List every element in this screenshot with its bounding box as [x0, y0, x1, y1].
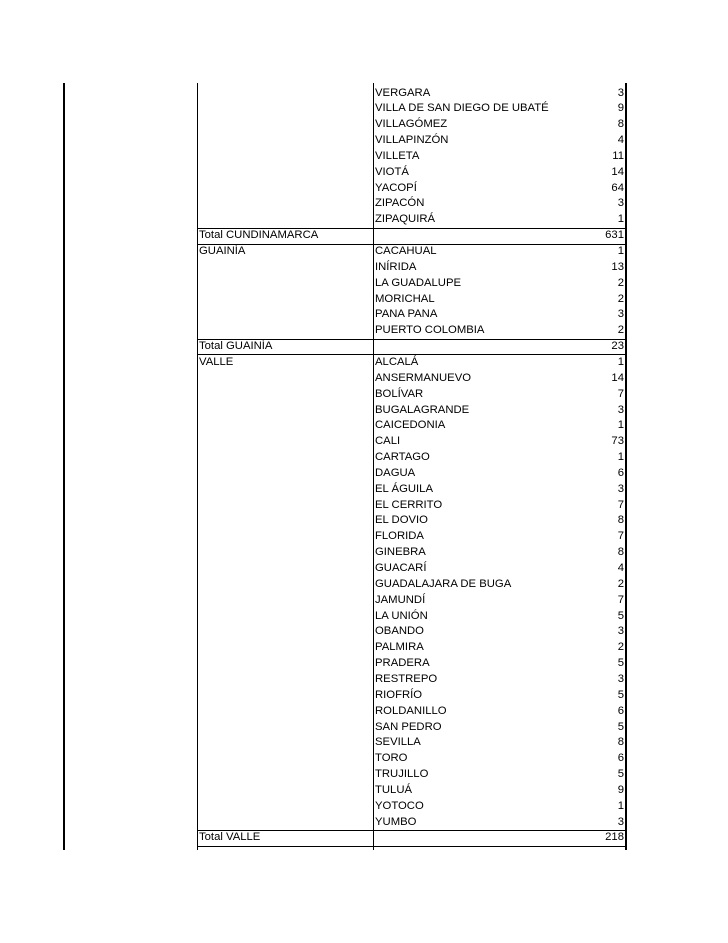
table-row — [0, 640, 728, 656]
table-row — [0, 387, 728, 403]
municipality-value: 64 — [611, 181, 624, 194]
municipality-value: 6 — [617, 704, 624, 717]
table-row — [0, 260, 728, 276]
table-row — [0, 117, 728, 133]
municipality-name: TULUÁ — [375, 783, 413, 796]
municipality-name: VILLA DE SAN DIEGO DE UBATÉ — [375, 102, 549, 115]
table-row — [0, 688, 728, 704]
table-row — [0, 244, 728, 260]
municipality-value: 4 — [617, 562, 624, 574]
municipality-name: CAICEDONIA — [375, 419, 446, 432]
department-name: GUAINÍA — [199, 245, 246, 257]
column-divider — [373, 83, 374, 850]
municipality-name: TRUJILLO — [375, 768, 429, 781]
table-row — [0, 720, 728, 736]
municipality-name: GUADALAJARA DE BUGA — [375, 577, 512, 590]
municipality-name: DAGUA — [375, 466, 416, 479]
municipality-name: VIOTÁ — [375, 165, 409, 178]
municipality-name: YACOPÍ — [375, 181, 417, 194]
table-row — [0, 672, 728, 688]
municipality-name: JAMUNDÍ — [375, 593, 426, 606]
municipality-name: BUGALAGRANDE — [375, 403, 470, 416]
table-row — [0, 307, 728, 323]
municipality-value: 3 — [617, 482, 624, 495]
left-border — [63, 83, 65, 850]
municipality-value: 7 — [617, 498, 624, 511]
table-row — [0, 656, 728, 672]
total-value: 23 — [611, 340, 624, 353]
municipality-value: 1 — [617, 213, 624, 226]
table-row — [0, 482, 728, 498]
table-row — [0, 371, 728, 387]
municipality-value: 1 — [617, 355, 624, 368]
table-row — [0, 133, 728, 149]
municipality-value: 7 — [617, 387, 624, 400]
table-row — [0, 165, 728, 181]
municipality-value: 1 — [617, 419, 624, 432]
municipality-value: 5 — [617, 657, 624, 670]
municipality-value: 8 — [617, 546, 624, 559]
municipality-value: 6 — [617, 466, 624, 479]
municipality-value: 2 — [617, 641, 624, 654]
total-value: 631 — [605, 229, 624, 242]
municipality-value: 7 — [617, 593, 624, 606]
municipality-value: 3 — [617, 625, 624, 638]
municipality-value: 11 — [612, 149, 624, 162]
table-row — [0, 196, 728, 212]
table-row — [0, 276, 728, 292]
total-row — [0, 228, 728, 244]
table-row — [0, 767, 728, 783]
municipality-value: 3 — [617, 86, 624, 99]
table-row — [0, 609, 728, 625]
table-row — [0, 86, 728, 102]
municipality-name: YOTOCO — [375, 799, 424, 812]
table-row — [0, 624, 728, 640]
municipality-value: 8 — [617, 736, 624, 749]
table-row — [0, 561, 728, 577]
municipality-value: 1 — [617, 451, 624, 464]
municipality-name: CALI — [375, 435, 401, 448]
column-divider — [197, 83, 198, 850]
total-row — [0, 830, 728, 846]
table-row — [0, 418, 728, 434]
municipality-name: LA GUADALUPE — [375, 276, 462, 289]
municipality-value: 2 — [617, 292, 624, 305]
municipality-name: VERGARA — [375, 86, 431, 99]
municipality-value: 14 — [611, 165, 624, 178]
municipality-name: ANSERMANUEVO — [375, 371, 472, 384]
municipality-value: 7 — [617, 530, 624, 543]
municipality-value: 5 — [617, 768, 624, 781]
table-row — [0, 704, 728, 720]
table-row — [0, 799, 728, 815]
total-label: Total VALLE — [199, 831, 261, 844]
municipality-name: PRADERA — [375, 657, 430, 670]
total-label: Total CUNDINAMARCA — [199, 229, 319, 242]
municipality-name: VILLAGÓMEZ — [375, 118, 448, 131]
right-border — [625, 83, 627, 850]
table-row — [0, 751, 728, 767]
municipality-name: PALMIRA — [375, 641, 424, 654]
municipality-value: 3 — [617, 403, 624, 416]
municipality-name: SAN PEDRO — [375, 720, 442, 733]
table-row — [0, 450, 728, 466]
table-row — [0, 466, 728, 482]
total-value: 218 — [605, 831, 624, 844]
municipality-value: 8 — [617, 118, 624, 131]
municipality-value: 2 — [617, 577, 624, 590]
municipality-value: 5 — [617, 688, 624, 701]
municipality-name: BOLÍVAR — [375, 387, 424, 400]
table-row — [0, 434, 728, 450]
municipality-name: ZIPAQUIRÁ — [375, 213, 436, 226]
municipality-name: ROLDANILLO — [375, 704, 447, 717]
total-bottom-line — [197, 244, 626, 245]
table-row — [0, 513, 728, 529]
department-name: VALLE — [199, 355, 234, 368]
table-row — [0, 101, 728, 117]
municipality-value: 14 — [611, 371, 624, 384]
total-row — [0, 339, 728, 355]
municipality-name: EL ÁGUILA — [375, 482, 433, 495]
municipality-value: 2 — [617, 276, 624, 289]
municipality-name: TORO — [375, 752, 408, 765]
table-row — [0, 355, 728, 371]
municipality-name: GUACARÍ — [375, 562, 427, 574]
municipality-name: FLORIDA — [375, 530, 424, 543]
table-row — [0, 149, 728, 165]
table-row — [0, 545, 728, 561]
municipality-name: CARTAGO — [375, 451, 430, 464]
total-label: Total GUAINÍA — [199, 340, 273, 353]
municipality-name: PUERTO COLOMBIA — [375, 324, 485, 337]
municipality-value: 3 — [617, 672, 624, 685]
municipality-name: EL CERRITO — [375, 498, 443, 511]
municipality-value: 5 — [617, 609, 624, 622]
municipality-name: VILLETA — [375, 149, 420, 162]
municipality-value: 5 — [617, 720, 624, 733]
municipality-name: EL DOVIO — [375, 514, 428, 527]
municipality-value: 1 — [617, 245, 624, 257]
table-row — [0, 498, 728, 514]
table-row — [0, 212, 728, 228]
total-bottom-line — [197, 354, 626, 355]
municipality-value: 2 — [617, 324, 624, 337]
table-row — [0, 593, 728, 609]
table-row — [0, 815, 728, 831]
table-row — [0, 783, 728, 799]
municipality-value: 13 — [611, 260, 624, 273]
municipality-name: LA UNIÓN — [375, 609, 428, 622]
table-row — [0, 735, 728, 751]
municipality-value: 3 — [617, 197, 624, 210]
municipality-name: CACAHUAL — [375, 245, 437, 257]
municipality-value: 9 — [617, 783, 624, 796]
table-row — [0, 403, 728, 419]
municipality-value: 4 — [617, 134, 624, 147]
municipality-name: RIOFRÍO — [375, 688, 423, 701]
table-row — [0, 529, 728, 545]
municipality-name: RESTREPO — [375, 672, 438, 685]
municipality-name: VILLAPINZÓN — [375, 134, 449, 147]
municipality-name: YUMBO — [375, 815, 417, 828]
municipality-value: 3 — [617, 815, 624, 828]
municipality-value: 8 — [617, 514, 624, 527]
table-row — [0, 181, 728, 197]
total-bottom-line — [197, 846, 626, 847]
municipality-name: GINEBRA — [375, 546, 426, 559]
municipality-value: 1 — [617, 799, 624, 812]
municipality-value: 73 — [611, 435, 624, 448]
municipality-name: ALCALÁ — [375, 355, 419, 368]
municipality-value: 9 — [617, 102, 624, 115]
municipality-name: SEVILLA — [375, 736, 421, 749]
total-top-line — [197, 228, 626, 229]
municipality-name: PANA PANA — [375, 308, 438, 321]
total-top-line — [197, 339, 626, 340]
table-row — [0, 323, 728, 339]
municipality-value: 6 — [617, 752, 624, 765]
municipality-value: 3 — [617, 308, 624, 321]
table-row — [0, 577, 728, 593]
municipality-name: MORICHAL — [375, 292, 435, 305]
municipality-name: OBANDO — [375, 625, 424, 638]
municipality-name: INÍRIDA — [375, 260, 417, 273]
table-row — [0, 292, 728, 308]
total-top-line — [197, 830, 626, 831]
municipality-name: ZIPACÓN — [375, 197, 425, 210]
